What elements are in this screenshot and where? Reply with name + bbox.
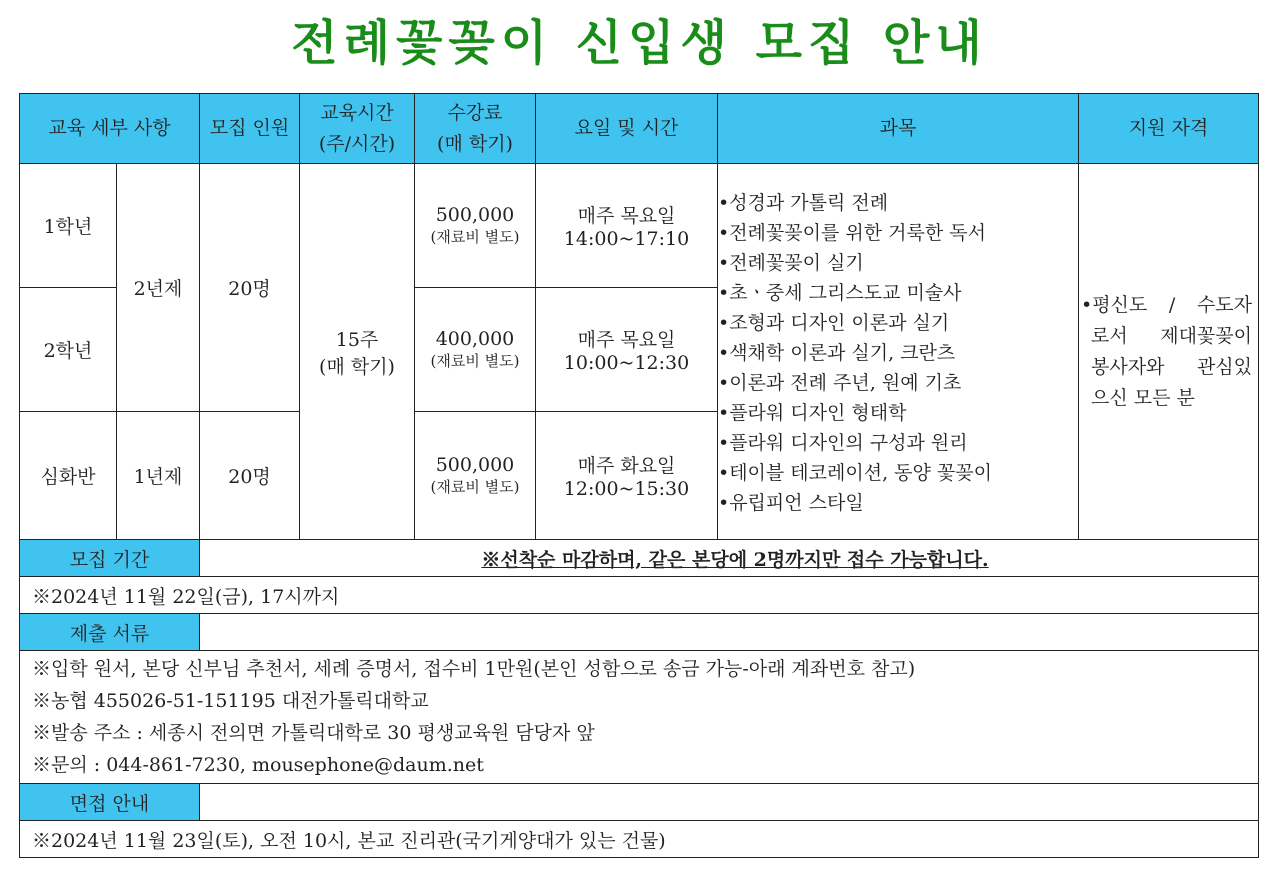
list-item: •성경과 가톨릭 전례 bbox=[718, 192, 889, 214]
recruitment-table bbox=[19, 93, 1259, 858]
period-text: ※2024년 11월 22일(금), 17시까지 bbox=[20, 577, 1259, 614]
capacity-cell: 20명 bbox=[200, 164, 300, 412]
eligibility-word: 수도자 bbox=[1196, 293, 1252, 316]
fee-cell bbox=[415, 288, 536, 412]
fee-note: (재료비 별도) bbox=[430, 228, 520, 246]
eligibility-word: •평신도 bbox=[1081, 293, 1148, 316]
list-item: ※농협 455026-51-151195 대전가톨릭대학교 bbox=[32, 690, 429, 712]
header-row bbox=[20, 94, 1259, 164]
period-header-row bbox=[20, 540, 1259, 577]
interview-text: ※2024년 11월 23일(토), 오전 10시, 본교 진리관(국기게양대가 있는 건물) bbox=[20, 821, 1259, 858]
docs-row bbox=[20, 651, 1259, 784]
schedule-day: 매주 목요일 bbox=[577, 329, 676, 351]
table-row bbox=[20, 164, 1259, 288]
duration-cell: 2년제 bbox=[117, 164, 200, 412]
schedule-time: 12:00~15:30 bbox=[563, 478, 690, 500]
eligibility-line bbox=[1081, 383, 1252, 414]
fee-cell bbox=[415, 412, 536, 540]
schedule-time: 14:00~17:10 bbox=[563, 228, 690, 250]
header-eligibility: 지원 자격 bbox=[1079, 94, 1259, 164]
eligibility-cell bbox=[1079, 164, 1259, 540]
capacity-cell: 20명 bbox=[200, 412, 300, 540]
docs-header-row bbox=[20, 614, 1259, 651]
fee-value: 400,000 bbox=[435, 328, 515, 350]
header-hours bbox=[300, 94, 415, 164]
list-item: •테이블 테코레이션, 동양 꽃꽂이 bbox=[718, 462, 992, 484]
hours-cell bbox=[300, 164, 415, 540]
eligibility-word: 으신 모든 분 bbox=[1091, 386, 1195, 409]
list-item: •유립피언 스타일 bbox=[718, 492, 864, 514]
schedule-cell bbox=[536, 164, 718, 288]
eligibility-line bbox=[1081, 290, 1252, 321]
list-item: •색채학 이론과 실기, 크란츠 bbox=[718, 342, 956, 364]
list-item: ※입학 원서, 본당 신부님 추천서, 세례 증명서, 접수비 1만원(본인 성함으로 송금 가능-아래 계좌번호 참고) bbox=[32, 658, 916, 680]
docs-blank bbox=[200, 614, 1259, 651]
list-item: •초ㆍ중세 그리스도교 미술사 bbox=[718, 282, 962, 304]
interview-blank bbox=[200, 784, 1259, 821]
schedule-day: 매주 화요일 bbox=[577, 455, 676, 477]
list-item: •플라워 디자인의 구성과 원리 bbox=[718, 432, 968, 454]
period-label: 모집 기간 bbox=[20, 540, 200, 577]
schedule-day: 매주 목요일 bbox=[577, 205, 676, 227]
interview-label: 면접 안내 bbox=[20, 784, 200, 821]
fee-note: (재료비 별도) bbox=[430, 478, 520, 496]
level-cell: 2학년 bbox=[20, 288, 117, 412]
interview-header-row bbox=[20, 784, 1259, 821]
docs-label: 제출 서류 bbox=[20, 614, 200, 651]
list-item: •전례꽃꽂이를 위한 거룩한 독서 bbox=[718, 222, 986, 244]
period-note: ※선착순 마감하며, 같은 본당에 2명까지만 접수 가능합니다. bbox=[200, 540, 1259, 577]
list-item: ※발송 주소 : 세종시 전의면 가톨릭대학로 30 평생교육원 담당자 앞 bbox=[32, 722, 595, 744]
eligibility-line bbox=[1081, 321, 1252, 352]
fee-cell bbox=[415, 164, 536, 288]
page-title: 전례꽃꽂이 신입생 모집 안내 bbox=[291, 15, 988, 71]
header-hours-line1: 교육시간 bbox=[320, 101, 394, 124]
header-schedule: 요일 및 시간 bbox=[536, 94, 718, 164]
fee-value: 500,000 bbox=[435, 204, 515, 226]
header-detail: 교육 세부 사항 bbox=[20, 94, 200, 164]
fee-note: (재료비 별도) bbox=[430, 352, 520, 370]
header-fee-line2: (매 학기) bbox=[437, 132, 513, 155]
header-fee-line1: 수강료 bbox=[447, 101, 503, 124]
eligibility-line bbox=[1081, 352, 1252, 383]
duration-cell: 1년제 bbox=[117, 412, 200, 540]
eligibility-word: 관심있 bbox=[1196, 355, 1252, 378]
list-item: •조형과 디자인 이론과 실기 bbox=[718, 312, 950, 334]
header-capacity: 모집 인원 bbox=[200, 94, 300, 164]
level-cell: 심화반 bbox=[20, 412, 117, 540]
eligibility-word: 봉사자와 bbox=[1091, 355, 1165, 378]
schedule-time: 10:00~12:30 bbox=[563, 352, 690, 374]
level-cell: 1학년 bbox=[20, 164, 117, 288]
list-item: •전례꽃꽂이 실기 bbox=[718, 252, 864, 274]
list-item: •이론과 전례 주년, 원예 기초 bbox=[718, 372, 962, 394]
header-hours-line2: (주/시간) bbox=[318, 132, 396, 155]
list-item: •플라워 디자인 형태학 bbox=[718, 402, 907, 424]
header-subjects: 과목 bbox=[718, 94, 1079, 164]
hours-note: (매 학기) bbox=[319, 355, 395, 378]
schedule-cell bbox=[536, 288, 718, 412]
docs-list bbox=[20, 651, 1259, 784]
period-row bbox=[20, 577, 1259, 614]
fee-value: 500,000 bbox=[435, 454, 515, 476]
subjects-list bbox=[718, 164, 1079, 540]
hours-value: 15주 bbox=[335, 328, 379, 351]
list-item: ※문의 : 044-861-7230, mousephone@daum.net bbox=[32, 754, 484, 776]
eligibility-word: 제대꽃꽂이 bbox=[1160, 324, 1252, 347]
interview-row bbox=[20, 821, 1259, 858]
eligibility-word: 로서 bbox=[1091, 324, 1128, 347]
eligibility-word: / bbox=[1168, 293, 1176, 316]
schedule-cell bbox=[536, 412, 718, 540]
header-fee bbox=[415, 94, 536, 164]
